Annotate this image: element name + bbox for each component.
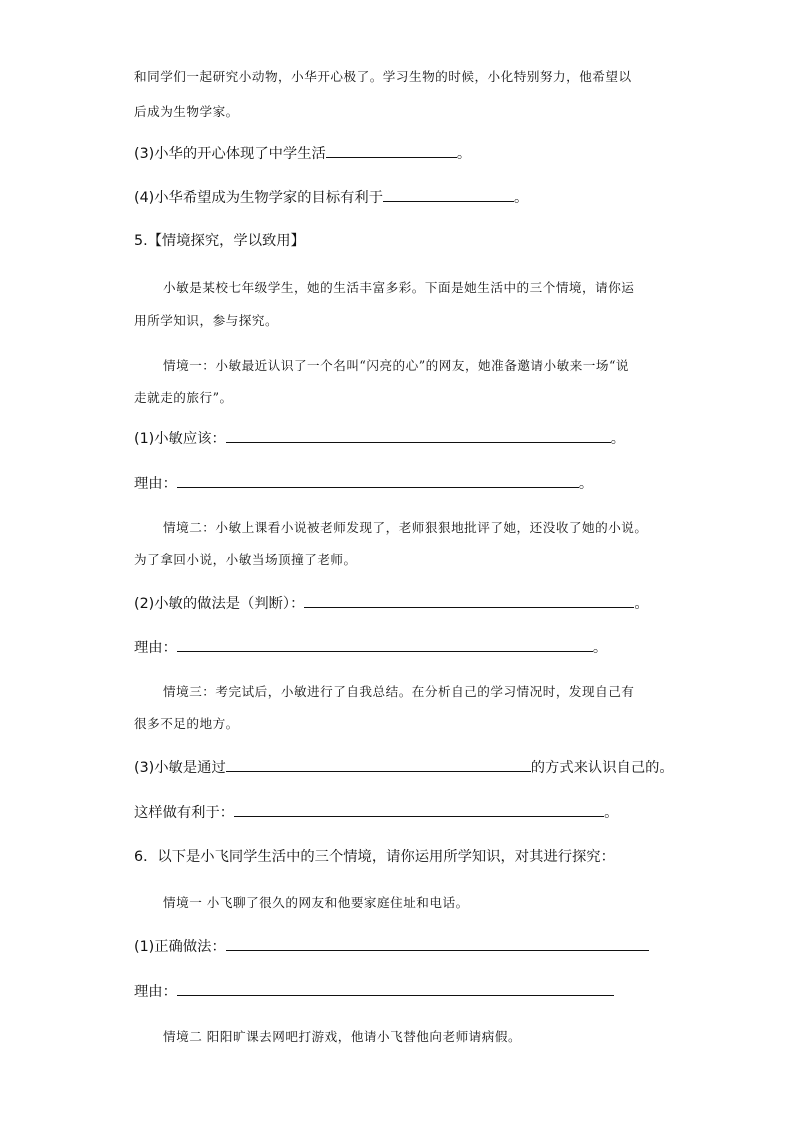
answer-blank[interactable] [226, 770, 531, 772]
question-5-3-line [134, 757, 674, 777]
punctuation: 。 [604, 805, 619, 821]
question-text: (2)小敏的做法是（判断）： [134, 596, 305, 612]
question-text: 理由： [134, 476, 177, 492]
question-6-1-line [134, 936, 649, 956]
answer-blank[interactable] [326, 156, 457, 158]
answer-blank[interactable] [226, 949, 649, 951]
scenario-1-line: 走就走的旅行”。 [134, 390, 233, 405]
question-text: 理由： [134, 640, 177, 656]
paragraph-line: 小敏是某校七年级学生，她的生活丰富多彩。下面是她生活中的三个情境，请你运 [163, 280, 635, 295]
punctuation: 。 [456, 146, 472, 162]
punctuation: 。 [634, 596, 649, 612]
answer-blank[interactable] [226, 441, 611, 443]
question-5-2-line [134, 593, 649, 613]
benefit-line [134, 802, 618, 822]
question-4-line [134, 187, 528, 207]
answer-blank[interactable] [383, 200, 514, 202]
question-text: 这样做有利于： [134, 805, 235, 821]
answer-blank[interactable] [304, 606, 634, 608]
answer-blank[interactable] [177, 650, 593, 652]
scenario-3-line: 情境三：考完试后，小敏进行了自我总结。在分析自己的学习情况时，发现自己有 [163, 684, 635, 699]
paragraph-line: 后成为生物学家。 [134, 104, 239, 119]
scenario-2-line: 情境二：小敏上课看小说被老师发现了，老师狠狠地批评了她，还没收了她的小说。 [163, 520, 648, 535]
question-text: (4)小华希望成为生物学家的目标有利于 [134, 190, 383, 206]
question-text: (3)小华的开心体现了中学生活 [134, 146, 326, 162]
punctuation: 。 [578, 476, 594, 492]
scenario-3-line: 很多不足的地方。 [134, 716, 239, 731]
question-5-heading: 5.【情境探究，学以致用】 [134, 233, 305, 249]
question-text: (3)小敏是通过 [134, 760, 226, 776]
question-text: 的方式来认识自己的。 [530, 760, 674, 776]
scenario-1-line: 情境一：小敏最近认识了一个名叫“闪亮的心”的网友，她准备邀请小敏来一场“说 [163, 358, 630, 373]
scenario-2-line: 为了拿回小说，小敏当场顶撞了老师。 [134, 552, 357, 567]
scenario-6-2-line: 情境二 阳阳旷课去网吧打游戏，他请小飞替他向老师请病假。 [163, 1029, 522, 1044]
question-text: 理由： [134, 984, 177, 1000]
question-text: (1)正确做法： [134, 939, 226, 955]
answer-blank[interactable] [177, 486, 579, 488]
question-5-1-line [134, 428, 625, 448]
punctuation: 。 [610, 431, 626, 447]
punctuation: 。 [514, 190, 529, 206]
scenario-6-1-line: 情境一 小飞聊了很久的网友和他要家庭住址和电话。 [163, 895, 469, 910]
answer-blank[interactable] [234, 815, 604, 817]
question-6-heading: 6．以下是小飞同学生活中的三个情境，请你运用所学知识，对其进行探究： [134, 849, 615, 865]
paragraph-line: 用所学知识，参与探究。 [134, 313, 279, 328]
reason-1-line [134, 473, 593, 493]
punctuation: 。 [592, 640, 608, 656]
question-text: (1)小敏应该： [134, 431, 226, 447]
question-3-line [134, 143, 471, 163]
reason-6-1-line [134, 981, 614, 1001]
answer-blank[interactable] [177, 994, 614, 996]
reason-2-line [134, 637, 607, 657]
paragraph-line: 和同学们一起研究小动物，小华开心极了。学习生物的时候，小化特别努力，他希望以 [134, 69, 632, 84]
